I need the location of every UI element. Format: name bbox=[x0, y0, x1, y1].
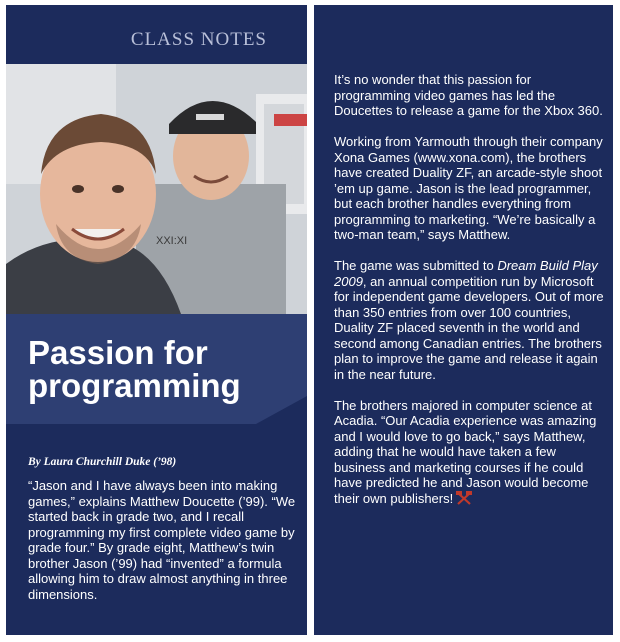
article-title bbox=[28, 336, 298, 402]
title-band bbox=[6, 314, 307, 424]
paragraph-3-end: , an annual competition run by Microsoft for independent game developers. Out of more than 350 entries from over 100 countries, Duality ZF placed seventh in the world and second among Canadian entries. The brothers plan to improve the game and release it again in the near future. bbox=[334, 273, 604, 382]
paragraph-3 bbox=[334, 258, 604, 382]
left-column bbox=[6, 5, 307, 635]
article-photo bbox=[6, 64, 307, 314]
article-body bbox=[334, 72, 604, 508]
paragraph-1: It’s no wonder that this passion for programming video games has led the Doucettes to release a game for the Xbox 360. bbox=[334, 72, 603, 118]
right-column bbox=[314, 5, 613, 635]
event-name: Dream Build Play 2009 bbox=[334, 258, 598, 289]
title-line-1: Passion for bbox=[28, 334, 208, 371]
paragraph-2: Working from Yarmouth through their company Xona Games (www.xona.com), the brothers have created Duality ZF, an arcade-style shoot ’em up game. Jason is the lead programmer, but each brother handles everything from programming to marketing. “We’re basically a two-man team,” says Matthew. bbox=[334, 134, 603, 242]
end-mark-icon bbox=[456, 491, 472, 509]
byline: By Laura Churchill Duke (’98) bbox=[28, 456, 177, 468]
paragraph-4-text: The brothers majored in computer science at Acadia. “Our Acadia experience was amazing and I would love to go back,” says Matthew, adding that he would have taken a few business and marketing courses if he could have predicted he and Jason would become their own publishers! bbox=[334, 397, 597, 506]
svg-text:XXI:XI: XXI:XI bbox=[156, 235, 188, 247]
title-line-2: programming bbox=[28, 367, 241, 404]
section-label: CLASS NOTES bbox=[130, 29, 267, 50]
paragraph-4 bbox=[334, 398, 604, 509]
paragraph-3-start: The game was submitted to bbox=[334, 258, 498, 273]
intro-paragraph: “Jason and I have always been into making games,” explains Matthew Doucette (’99). “We started back in grade two, and I recall programming my first complete video game by grade four.” By grade eight, Matthew’s twin brother Jason (’99) had “invented” a formula allowing him to draw almost anything in three dimensions. bbox=[28, 478, 296, 602]
